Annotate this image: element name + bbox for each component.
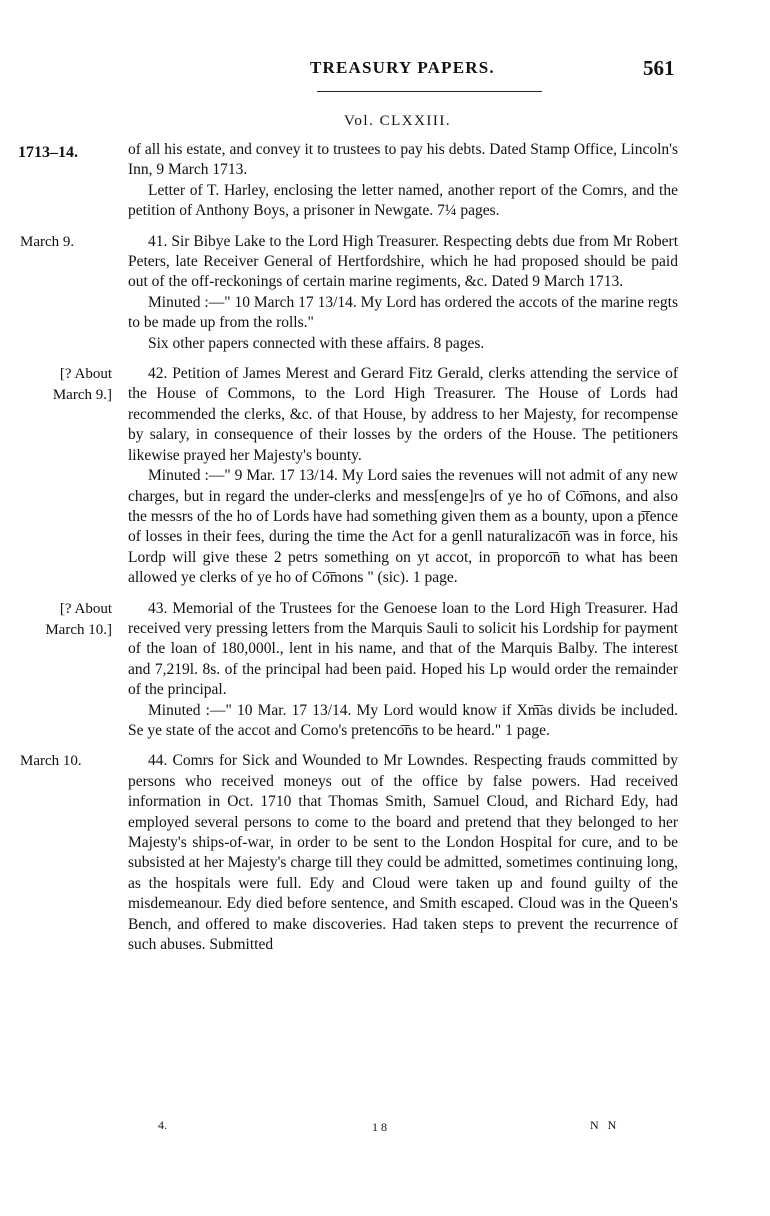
margin-date: 1713–14. (18, 144, 78, 161)
paragraph: Minuted :—" 10 Mar. 17 13/14. My Lord would know if Xm͞as divids be included. Se ye state of the accot and Como's pretenco͞ns to be heard." 1 page. (128, 701, 678, 739)
printer-mark: 1 8 (372, 1120, 387, 1134)
entry-41 (0, 232, 770, 354)
signature-number: 4. (158, 1118, 167, 1132)
entry-43 (0, 599, 770, 742)
entry-text (128, 140, 678, 222)
paragraph: 43. Memorial of the Trustees for the Genoese loan to the Lord High Treasurer. Had received very pressing letters from the Marquis Sauli to solicit his Lordship for payment of the loan of 180,000l., lent in his name, and that of the Marquis Balby. The interest and 7,219l. 8s. of the principal had been paid. Hoped his Lp would order the remainder of the principal. (128, 599, 678, 699)
entry-44 (0, 751, 770, 955)
margin-date: March 9. (20, 233, 75, 250)
paragraph: Minuted :—" 9 Mar. 17 13/14. My Lord saies the revenues will not admit of any new charges, but in regard the under-clerks and mess[enge]rs of ye ho of Co͞mons, and also the messrs of the ho of Lords have had something given them as a bounty, upon a p͞tence of losses in their fees, during the time the Act for a genll naturalizaco͞n was in force, his Lordp will give these 2 petrs something on yt accot, in proporco͞n to what has been allowed ye clerks of ye ho of Co͞mons " (sic). 1 page. (128, 467, 678, 587)
paragraph: 44. Comrs for Sick and Wounded to Mr Lowndes. Respecting frauds committed by persons who received moneys out of the office by false powers. Had received information in Oct. 1710 that Thomas Smith, Samuel Cloud, and Richard Edy, had employed several persons to come to the board and pretend that they belonged to her Majesty's ships-of-war, in order to be sent to the London Hospital for cure, and to be subsisted at her Majesty's charge till they could be admitted, sometimes continuing long, as the hospitals were full. Edy and Cloud were taken up and found guilty of the misdemeanour. Edy died before sentence, and Smith escaped. Cloud was in the Queen's Bench, and offered to make discoveries. Had taken steps to prevent the recurrence of such abuses. Submitted (128, 752, 678, 954)
header-rule (317, 91, 542, 92)
margin-date: [? About March 10.] (45, 600, 112, 638)
entry-text (128, 364, 678, 588)
page-number: 561 (643, 56, 675, 80)
paragraph: Letter of T. Harley, enclosing the letter named, another report of the Comrs, and the petition of Anthony Boys, a prisoner in Newgate. 7¼ pages. (128, 181, 678, 220)
signature-mark: N N (590, 1118, 620, 1132)
paragraph: Minuted :—" 10 March 17 13/14. My Lord has ordered the accots of the marine regts to be made up from the rolls." (128, 293, 678, 332)
page-footer (0, 1110, 770, 1150)
margin-date: [? About March 9.] (52, 366, 112, 404)
entry-continuation (0, 140, 770, 222)
margin-date: March 10. (20, 753, 82, 770)
paragraph: 42. Petition of James Merest and Gerard Fitz Gerald, clerks attending the service of the House of Commons, to the Lord High Treasurer. The House of Lords had recommended the clerks, &c. of that House, by address to her Majesty, for recompense by salary, in consequence of their losses by the orders of the House. The petitioners likewise prayed her Majesty's bounty. (128, 365, 678, 464)
entry-text (128, 232, 678, 354)
running-head: TREASURY PAPERS. (310, 58, 495, 77)
page-header (0, 52, 770, 92)
paragraph: Six other papers connected with these affairs. 8 pages. (148, 334, 485, 352)
document-body (0, 118, 770, 965)
volume-heading: Vol. CLXXIII. (344, 113, 452, 129)
entry-42 (0, 364, 770, 588)
entry-text (128, 751, 678, 955)
paragraph: 41. Sir Bibye Lake to the Lord High Treasurer. Respecting debts due from Mr Robert Peters, late Receiver General of Hertfordshire, which he had proposed should be paid out of the off-reckonings of certain marine regiments, &c. Dated 9 March 1713. (128, 232, 678, 291)
entry-text (128, 599, 678, 742)
paragraph: of all his estate, and convey it to trustees to pay his debts. Dated Stamp Office, Lincoln's Inn, 9 March 1713. (128, 141, 678, 179)
